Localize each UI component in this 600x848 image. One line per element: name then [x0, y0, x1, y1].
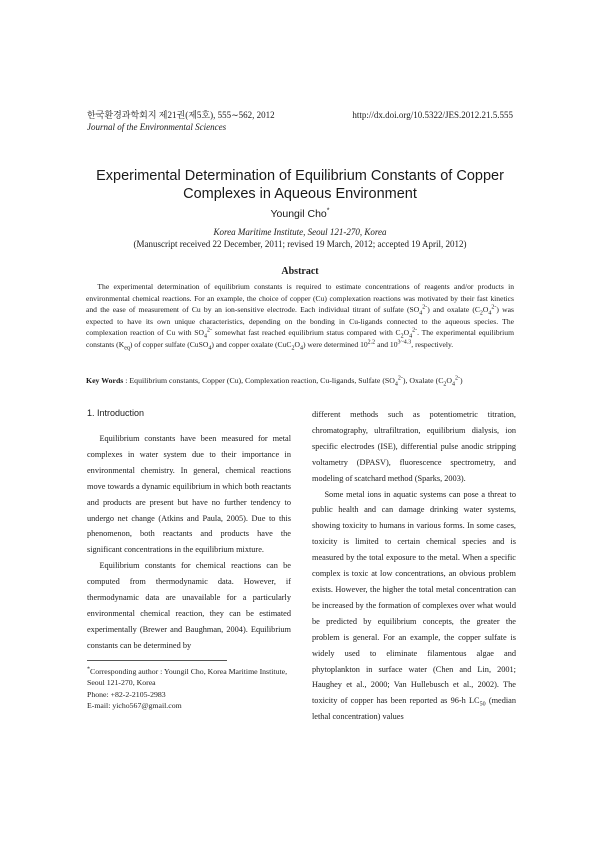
- manuscript-dates: (Manuscript received 22 December, 2011; revised 19 March, 2012; accepted 19 April, 2012): [133, 239, 467, 249]
- abstract-text: The experimental determination of equilibrium constants is required to estimate concentrations of reagents and/or products in environmental chemical reactions. For an example, the choice of copper (Cu) complexation reactions was motivated by their fast kinetics and the ease of measurement of Cu by an ion-sensitive electrode. Each individual titrant of sulfate $(SO_4^{2-})$ and oxalate $(C_2O_4^{2-})$ was expected to have its own unique characteristics, depending on the bonding in Cu-ligands connected to the aqueous species. The complexation reaction of Cu with $SO_4^{2-}$ somewhat fast reached equilibrium status compared with $C_2O_4^{2-}$. The experimental equilibrium constants $(K_{eq})$ of copper sulfate (CuSO$_4$) and copper oxalate $(CuC_2O_4)$ were determined $10^{2.2}$ and $10^{3\sim 4.3}$, respectively.: [86, 282, 514, 352]
- title-line-1: Experimental Determination of Equilibrium Constants of Copper: [96, 168, 504, 184]
- body-paragraph: Some metal ions in aquatic systems can pose a threat to public health and can damage drinking water systems, showing toxicity to humans in various forms. In some cases, toxicity is limited to certain chemical species and is measured by the total exposure to the metal. When a specific complex is toxic at low concentrations, an obvious problem exists. However, the higher the total metal concentration can be increased by the formation of complexes over what would be predicted by equilibrium concepts, the greater the problem is general. For an example, the copper sulfate is widely used to eliminate filamentous algae and phytoplankton in surface water (Chen and Lin, 2001; Haughey et al., 2000; Van Hullebusch et al., 2002). The toxicity of copper has been reported as 96-h $LC_{50}$ (median lethal concentration) values: [312, 489, 517, 722]
- abstract-heading: Abstract: [281, 266, 319, 277]
- title-line-2: Complexes in Aqueous Environment: [183, 186, 417, 202]
- body-paragraph: Equilibrium constants for chemical reactions can be computed from thermodynamic data. However, if thermodynamic data are unavailable for a particularly environmental chemical reaction, they can be estimated experimentally (Brewer and Baughman, 2004). Equilibrium constants can be determined by: [87, 561, 291, 650]
- author-name: Youngil Cho: [270, 208, 327, 220]
- body-column-right: [312, 407, 516, 725]
- footnote-divider: [87, 660, 227, 661]
- body-paragraph: different methods such as potentiometric titration, chromatography, ultrafiltration, equilibrium dialysis, ion specific electrodes (ISE), differential pulse anodic stripping voltametry (DPASV), fluorescence spectrometry, and modeling of scatchard method (Sparks, 2003).: [312, 410, 516, 483]
- footnote-phone: Phone: +82-2-2105-2983: [87, 689, 166, 699]
- affiliation: Korea Maritime Institute, Seoul 121-270, Korea: [213, 227, 387, 237]
- author-line: [60, 208, 540, 220]
- corresponding-author-footnote: [87, 666, 293, 711]
- keywords-label: Key Words: [86, 376, 124, 385]
- journal-name-english: Journal of the Environmental Sciences: [87, 122, 227, 132]
- footnote-author: Corresponding author : Youngil Cho, Korea Maritime Institute, Seoul 121-270, Korea: [87, 667, 288, 688]
- footnote-email[interactable]: E-mail: yicho567@gmail.com: [87, 700, 182, 710]
- section-heading-introduction: 1. Introduction: [87, 408, 145, 418]
- body-paragraph: Equilibrium constants have been measured for metal complexes in water system due to their importance in environmental chemistry. In general, chemical reactions move towards a dynamic equilibrium in which both reactants and products are present but have no further tendency to undergo net change (Atkins and Paula, 2005). Due to this phenomenon, both reactants and products have the significant concentrations in the equilibrium mixture.: [87, 434, 291, 555]
- footnote-mark: *: [87, 666, 90, 673]
- doi-link[interactable]: http://dx.doi.org/10.5322/JES.2012.21.5.555: [352, 110, 513, 120]
- body-column-left: [87, 406, 291, 654]
- paper-title: [60, 167, 540, 203]
- keywords: Key Words : Equilibrium constants, Copper (Cu), Complexation reaction, Cu-ligands, Sulfate $(SO_4^{2-})$, Oxalate $(C_2O_4^{2-})$: [86, 375, 463, 388]
- journal-name-korean: 한국환경과학회지 제21권(제5호), 555∼562, 2012: [87, 110, 275, 120]
- author-mark: *: [326, 207, 330, 215]
- journal-header: [87, 109, 275, 133]
